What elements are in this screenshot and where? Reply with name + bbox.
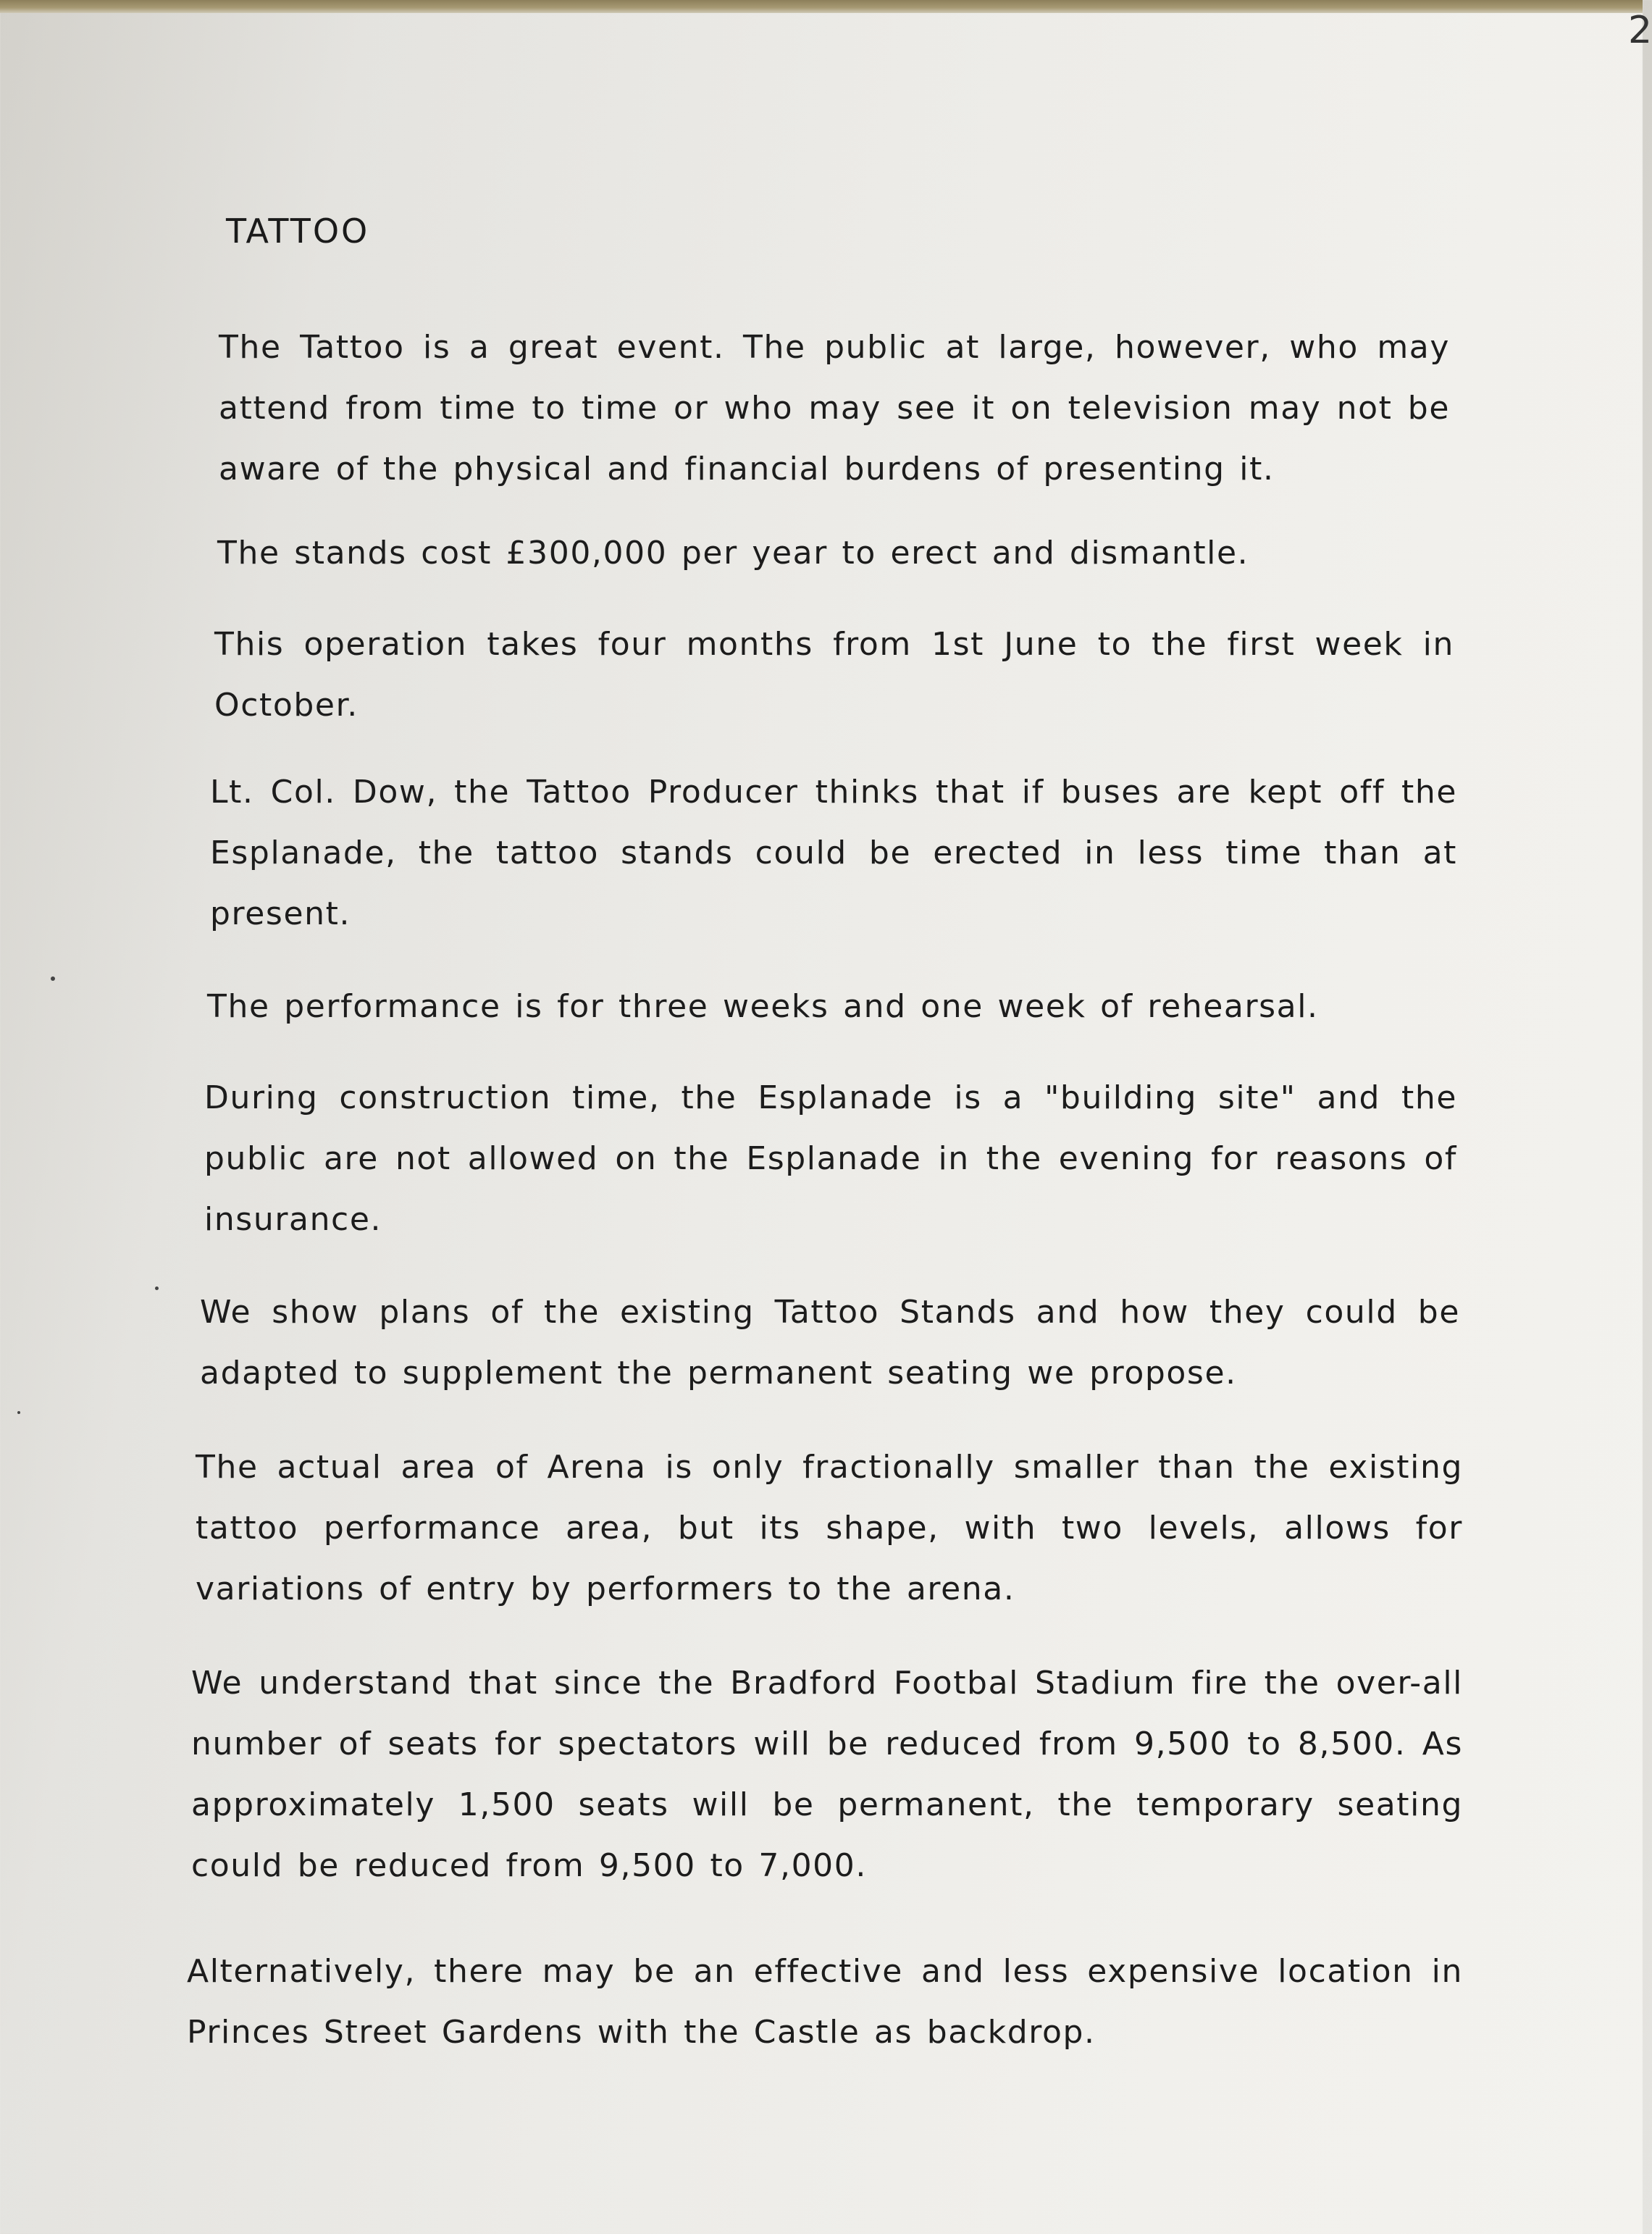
paragraph-alternative-location: Alternatively, there may be an effective and less expensive location in Princes Street Gardens with the Castle as backdrop. bbox=[187, 1953, 1463, 2051]
paragraph-performance-length: The performance is for three weeks and one week of rehearsal. bbox=[207, 988, 1319, 1025]
paragraph-intro: The Tattoo is a great event. The public at large, however, who may attend from time to time or who may see it on television may not be aware of the physical and financial burdens of presenting it. bbox=[219, 329, 1450, 488]
paper-speck bbox=[17, 1411, 20, 1414]
section-heading: TATTOO bbox=[226, 212, 370, 251]
paragraph-operation-duration: This operation takes four months from 1st June to the first week in October. bbox=[214, 626, 1454, 724]
paper-speck bbox=[51, 976, 55, 981]
paper-top-edge bbox=[0, 0, 1643, 13]
paper-speck bbox=[155, 1287, 159, 1290]
paragraph-stand-plans: We show plans of the existing Tattoo Stands and how they could be adapted to supplement the permanent seating we propose. bbox=[200, 1294, 1460, 1392]
page-number: 2 bbox=[1628, 9, 1652, 52]
paragraph-producer-view: Lt. Col. Dow, the Tattoo Producer thinks that if buses are kept off the Esplanade, the tattoo stands could be erected in less time than at present. bbox=[210, 774, 1457, 932]
paragraph-arena-area: The actual area of Arena is only fractionally smaller than the existing tattoo performance area, but its shape, with two levels, allows for variations of entry by performers to the arena. bbox=[196, 1449, 1463, 1607]
paragraph-construction-time: During construction time, the Esplanade is a "building site" and the public are not allowed on the Esplanade in the evening for reasons of insurance. bbox=[204, 1079, 1457, 1238]
paragraph-seating-reduction: We understand that since the Bradford Footbal Stadium fire the over-all number of seats for spectators will be reduced from 9,500 to 8,500. As approximately 1,500 seats will be permanent, the temporary seating could be reduced from 9,500 to 7,000. bbox=[191, 1665, 1463, 1884]
paragraph-stand-cost: The stands cost £300,000 per year to erect and dismantle. bbox=[217, 535, 1249, 572]
